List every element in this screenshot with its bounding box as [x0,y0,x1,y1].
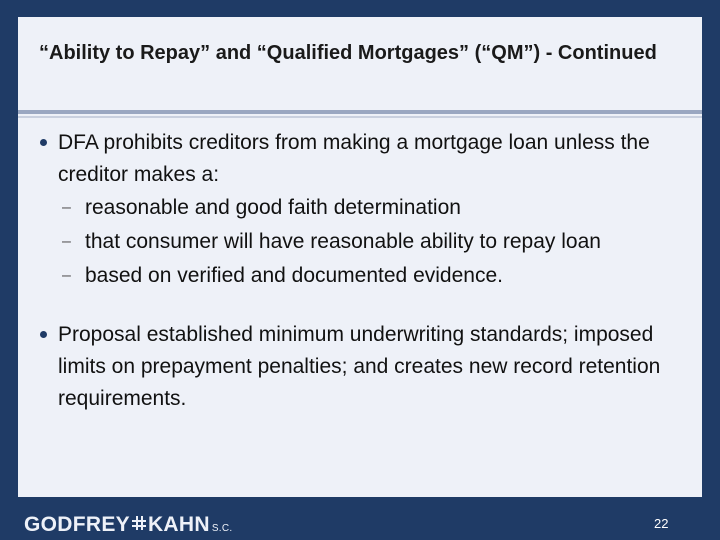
sub-bullet-text: reasonable and good faith determination [85,196,461,219]
content-panel [18,17,702,497]
sub-bullet-item [38,259,688,293]
slide-title: “Ability to Repay” and “Qualified Mortgages” (“QM”) - Continued [39,42,657,64]
sub-bullet-item [38,191,688,225]
dash-icon: – [62,199,71,216]
logo-mark-icon [132,516,146,530]
spacer [38,293,688,319]
logo-right-text: KAHN [147,513,210,536]
title-divider [18,110,702,114]
sub-bullet-text: based on verified and documented evidence. [85,264,503,287]
bullet-text: Proposal established minimum underwriting standards; imposed limits on prepayment penalties; and creates new record retention requirements. [58,323,661,410]
sub-bullet-text: that consumer will have reasonable ability to repay loan [85,230,601,253]
page-number: 22 [654,516,669,531]
dash-icon: – [62,233,71,250]
logo-suffix: S.C. [211,523,233,534]
sub-bullet-item [38,225,688,259]
title-divider-thin [18,116,702,118]
bullet-icon [40,139,47,146]
bullet-item [38,319,688,415]
bullet-icon [40,331,47,338]
logo-left-text: GODFREY [24,513,130,536]
bullet-text: DFA prohibits creditors from making a mortgage loan unless the creditor makes a: [58,131,650,186]
company-logo [24,513,232,537]
bullet-item [38,127,688,191]
dash-icon: – [62,267,71,284]
slide-body [38,127,688,415]
